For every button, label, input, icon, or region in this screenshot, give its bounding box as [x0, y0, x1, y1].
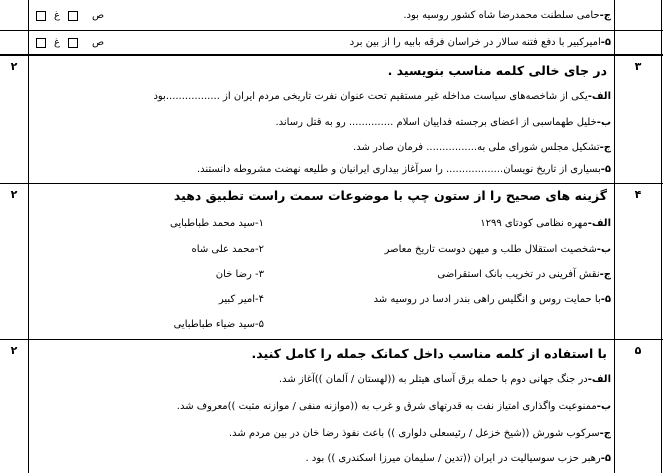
question-score: ۲ — [10, 60, 18, 73]
false-checkbox[interactable] — [36, 38, 46, 48]
question-number: ۴ — [634, 188, 642, 201]
matching-subject: ج-نقش آفرینی در تخریب بانک استقراضی — [437, 269, 611, 280]
row-divider — [0, 183, 663, 184]
fill-blank-item: ۵-بسیاری از تاریخ نویسان.................. را سرآغاز بیداری ایرانیان و طلیعه نهضت مشروطه دانستند. — [196, 164, 611, 175]
matching-subject: ب-شخصیت استقلال طلب و میهن دوست تاریخ معاصر — [384, 244, 611, 255]
false-checkbox[interactable] — [36, 11, 46, 21]
true-option-label: ص — [92, 37, 105, 48]
row-divider — [0, 339, 663, 340]
fill-blank-item: ب-خلیل طهماسبی از اعضای برجسته فداییان اسلام .............. رو به قتل رساند. — [275, 117, 611, 128]
question-title: با استفاده از کلمه مناسب داخل کمانک جمله را کامل کنید. — [251, 346, 607, 361]
question-score: ۲ — [10, 188, 18, 201]
false-option-label: غ — [54, 37, 60, 48]
completion-item: الف-در جنگ جهانی دوم با حمله برق آسای هیتلر به ((لهستان / آلمان ))آغاز شد. — [278, 374, 611, 385]
completion-item: ج-سرکوب شورش ((شیخ خزعل / رئیسعلی دلواری )) باعث نفوذ رضا خان در بین مردم شد. — [228, 428, 611, 439]
column-divider-score — [28, 0, 29, 473]
fill-blank-item: الف-یکی از شاخصه‌های سیاست مداخله غیر مستقیم تحت عنوان نفرت تاریخی مردم ایران از .................بود — [153, 91, 611, 102]
completion-item: ب-ممنوعیت واگذاری امتیاز نفت به قدرتهای شرق و غرب به ((موازنه منفی / موازنه مثبت ))معروف شد. — [176, 401, 611, 412]
true-checkbox[interactable] — [68, 11, 78, 21]
completion-item: ۵-رهبر حزب سوسیالیت در ایران ((تدین / سلیمان میرزا اسکندری )) بود . — [305, 453, 611, 464]
matching-option: ۵-سید ضیاء طباطبایی — [173, 319, 264, 330]
true-option-label: ص — [92, 10, 105, 21]
true-false-item: ۵-امیرکبیر با دفع فتنه سالار در خراسان فرقه بابیه را از بین برد — [349, 37, 611, 48]
question-number: ۳ — [634, 60, 642, 73]
question-number: ۵ — [634, 344, 642, 357]
matching-option: ۱-سید محمد طباطبایی — [170, 218, 264, 229]
matching-option: ۲-محمد علی شاه — [191, 244, 264, 255]
right-border — [661, 0, 662, 473]
fill-blank-item: ج-تشکیل مجلس شورای ملی به................ فرمان صادر شد. — [353, 142, 611, 153]
row-divider — [0, 30, 663, 31]
question-title: در جای خالی کلمه مناسب بنویسید . — [387, 63, 607, 78]
column-divider-number — [614, 0, 615, 473]
row-divider — [0, 54, 663, 56]
question-score: ۲ — [10, 344, 18, 357]
false-option-label: غ — [54, 10, 60, 21]
matching-subject: ۵-با حمایت روس و انگلیس راهی بندر ادسا در روسیه شد — [373, 294, 611, 305]
matching-option: ۳- رضا خان — [215, 269, 264, 280]
matching-option: ۴-امیر کبیر — [218, 294, 264, 305]
true-checkbox[interactable] — [68, 38, 78, 48]
true-false-item: ج-حامی سلطنت محمدرضا شاه کشور روسیه بود. — [403, 10, 611, 21]
question-title: گزینه های صحیح را از ستون چپ با موضوعات سمت راست تطبیق دهید — [173, 188, 607, 203]
matching-subject: الف-مهره نظامی کودتای ۱۲۹۹ — [480, 218, 611, 229]
